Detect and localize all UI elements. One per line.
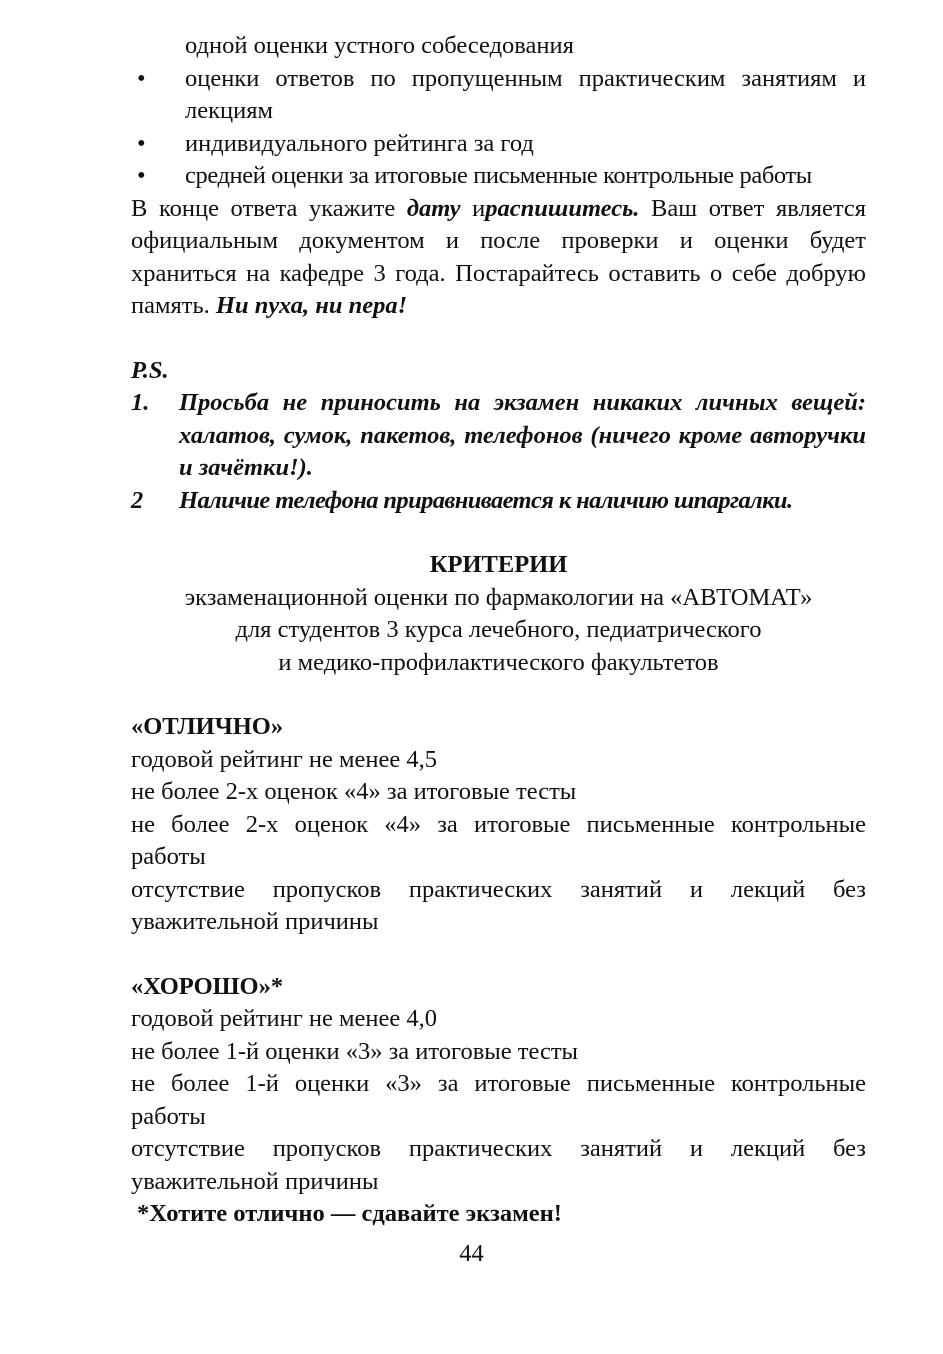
criteria-subtitle: экзаменационной оценки по фармакологии на «АВТОМАТ» для студентов 3 курса лечебного, педиатрического и медико-профилактического факультетов: [184, 583, 813, 676]
list-item: • индивидуального рейтинга за год: [131, 128, 866, 161]
instructions-paragraph: В конце ответа укажите дату ираспишитесь. Ваш ответ является официальным документом и после проверки и оценки будет храниться на кафедре 3 года. Постарайтесь оставить о себе добрую память. Ни пуха, ни пера!: [131, 194, 866, 319]
grade-line: не более 1-й оценки «3» за итоговые тесты: [131, 1037, 578, 1065]
ps-item-text: Наличие телефона приравнивается к наличию шпаргалки.: [179, 486, 793, 514]
grade-line: отсутствие пропусков практических занятий и лекций без уважительной причины: [131, 875, 866, 935]
grade-line: годовой рейтинг не менее 4,0: [131, 1005, 438, 1032]
grade-line: отсутствие пропусков практических занятий и лекций без уважительной причины: [131, 1135, 866, 1195]
bullet-icon: •: [137, 162, 146, 189]
criteria-title: КРИТЕРИИ: [429, 551, 568, 578]
ps-item-number: 1.: [131, 389, 150, 416]
grade-line: не более 2-х оценок «4» за итоговые тесты: [131, 778, 577, 805]
list-item: • средней оценки за итоговые письменные контрольные работы: [131, 160, 866, 193]
ps-item: [131, 387, 866, 485]
bullet-icon: •: [137, 129, 146, 157]
document-page: [131, 30, 866, 1231]
list-item: • оценки ответов по пропущенным практическим занятиям и лекциям: [137, 64, 866, 124]
bullet-continuation: одной оценки устного собеседования: [185, 32, 574, 59]
sign-emphasis: распишитесь.: [485, 194, 640, 222]
ps-heading: P.S.: [131, 356, 169, 384]
grade-line: не более 1-й оценки «3» за итоговые письменные контрольные работы: [131, 1070, 866, 1130]
bullet-icon: •: [137, 64, 146, 92]
ps-item-number: 2: [131, 486, 143, 514]
grade-line: годовой рейтинг не менее 4,5: [131, 745, 438, 773]
date-emphasis: дату: [406, 194, 461, 222]
grade-line: не более 2-х оценок «4» за итоговые письменные контрольные работы: [131, 810, 866, 870]
grade-title-good: «ХОРОШО»*: [131, 972, 284, 1000]
page-number: 44: [459, 1240, 484, 1267]
bullet-list: [131, 63, 866, 193]
ps-item-text: Просьба не приносить на экзамен никаких личных вещей: халатов, сумок, пакетов, телефонов (ничего кроме авторучки и зачётки!).: [179, 389, 866, 481]
ps-list: [131, 387, 866, 517]
ps-item: [131, 485, 866, 518]
footnote: *Хотите отлично — сдавайте экзамен!: [137, 1200, 562, 1227]
grade-title-excellent: «ОТЛИЧНО»: [131, 713, 284, 740]
wish-emphasis: Ни пуха, ни пера!: [215, 292, 408, 319]
